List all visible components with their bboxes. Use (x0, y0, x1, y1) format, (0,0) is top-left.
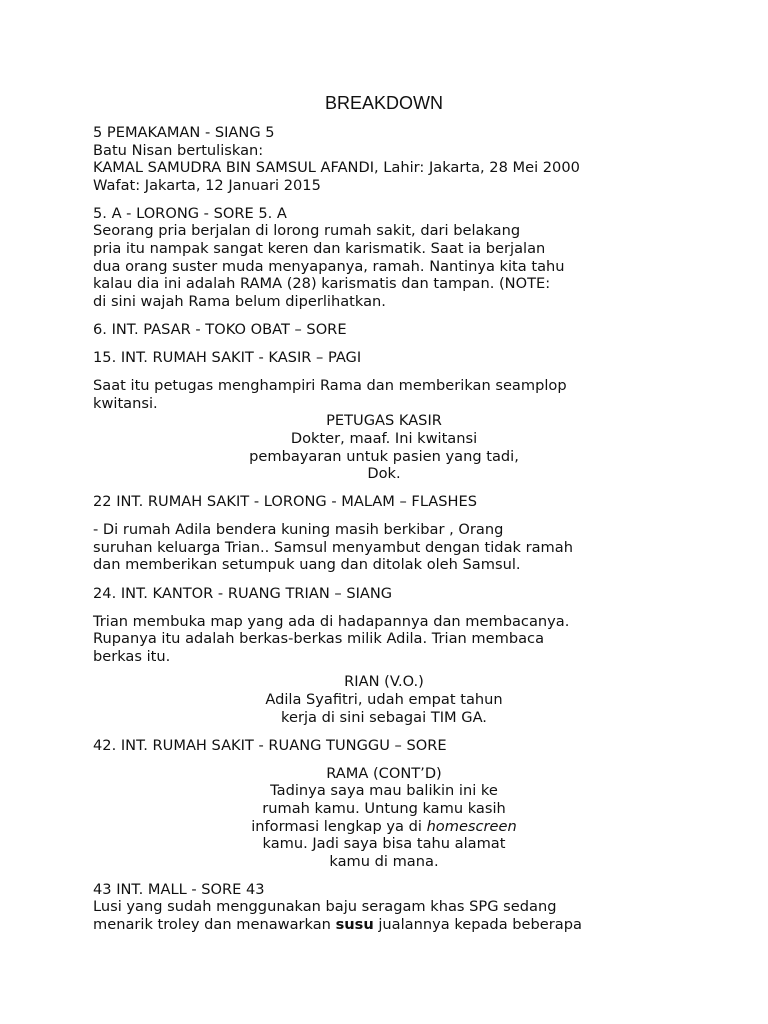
action-text: menarik troley dan menawarkan (93, 916, 336, 934)
dialogue-block (93, 673, 675, 726)
action-line: Lusi yang sudah menggunakan baju seragam khas SPG sedang (93, 898, 557, 916)
scene-heading: 5. A - LORONG - SORE 5. A (93, 204, 287, 222)
scene-42-body (93, 765, 633, 871)
dialogue-line: pembayaran untuk pasien yang tadi, (249, 447, 519, 465)
action-line: dua orang suster muda menyapanya, ramah. Nantinya kita tahu (93, 257, 565, 275)
character-name: RIAN (V.O.) (344, 673, 424, 691)
action-line: kalau dia ini adalah RAMA (28) karismatis dan tampan. (NOTE: (93, 275, 551, 293)
scene-6 (93, 321, 633, 339)
scene-heading: 43 INT. MALL - SORE 43 (93, 880, 265, 898)
action-line (93, 916, 633, 934)
action-line: di sini wajah Rama belum diperlihatkan. (93, 292, 386, 310)
action-line: dan memberikan setumpuk uang dan ditolak oleh Samsul. (93, 556, 521, 574)
breakdown-content (93, 124, 633, 944)
scene-22-body (93, 521, 633, 574)
scene-43 (93, 881, 633, 934)
action-line: kwitansi. (93, 394, 158, 412)
action-line: Trian membuka map yang ada di hadapannya dan membacanya. (93, 612, 570, 630)
dialogue-line: kamu di mana. (329, 852, 439, 870)
action-line: pria itu nampak sangat keren dan karismatik. Saat ia berjalan (93, 240, 546, 258)
italic-term: homescreen (426, 817, 517, 835)
action-line: suruhan keluarga Trian.. Samsul menyambut dengan tidak ramah (93, 538, 573, 556)
character-name: RAMA (CONT’D) (326, 764, 442, 782)
scene-heading: 15. INT. RUMAH SAKIT - KASIR – PAGI (93, 349, 362, 367)
scene-heading: 6. INT. PASAR - TOKO OBAT – SORE (93, 320, 347, 338)
action-line: - Di rumah Adila bendera kuning masih berkibar , Orang (93, 521, 504, 539)
character-name: PETUGAS KASIR (326, 412, 442, 430)
action-line: Batu Nisan bertuliskan: (93, 141, 264, 159)
scene-15-body (93, 377, 633, 483)
scene-5 (93, 124, 633, 194)
action-line: berkas itu. (93, 647, 171, 665)
scene-24-heading-block (93, 585, 633, 603)
dialogue-line: Dok. (367, 465, 401, 483)
dialogue-line: rumah kamu. Untung kamu kasih (262, 800, 506, 817)
dialogue-line (93, 818, 675, 836)
action-line: Wafat: Jakarta, 12 Januari 2015 (93, 176, 321, 194)
action-line: KAMAL SAMUDRA BIN SAMSUL AFANDI, Lahir: Jakarta, 28 Mei 2000 (93, 159, 580, 177)
scene-heading: 42. INT. RUMAH SAKIT - RUANG TUNGGU – SORE (93, 736, 447, 754)
scene-24-body (93, 613, 633, 727)
dialogue-text: informasi lengkap ya di (251, 817, 427, 835)
dialogue-line: kerja di sini sebagai TIM GA. (281, 708, 487, 726)
scene-15-heading-block (93, 349, 633, 367)
action-text: jualannya kepada beberapa (373, 916, 582, 934)
dialogue-line: Adila Syafitri, udah empat tahun (265, 691, 503, 709)
scene-heading: 5 PEMAKAMAN - SIANG 5 (93, 124, 275, 141)
action-line: Rupanya itu adalah berkas-berkas milik Adila. Trian membaca (93, 630, 545, 648)
scene-22-heading-block (93, 493, 633, 511)
dialogue-line: Tadinya saya mau balikin ini ke (270, 782, 498, 800)
dialogue-line: Dokter, maaf. Ini kwitansi (290, 429, 478, 447)
scene-42-heading-block (93, 737, 633, 755)
dialogue-line: kamu. Jadi saya bisa tahu alamat (262, 835, 506, 853)
bold-term: susu (335, 916, 374, 934)
action-line: Saat itu petugas menghampiri Rama dan memberikan seamplop (93, 377, 567, 395)
scene-5a (93, 205, 633, 311)
action-line: Seorang pria berjalan di lorong rumah sakit, dari belakang (93, 222, 521, 240)
page-title: BREAKDOWN (324, 93, 443, 113)
scene-heading: 24. INT. KANTOR - RUANG TRIAN – SIANG (93, 584, 393, 602)
scene-heading: 22 INT. RUMAH SAKIT - LORONG - MALAM – FLASHES (93, 493, 477, 511)
dialogue-block (93, 765, 675, 871)
dialogue-block (93, 412, 675, 482)
